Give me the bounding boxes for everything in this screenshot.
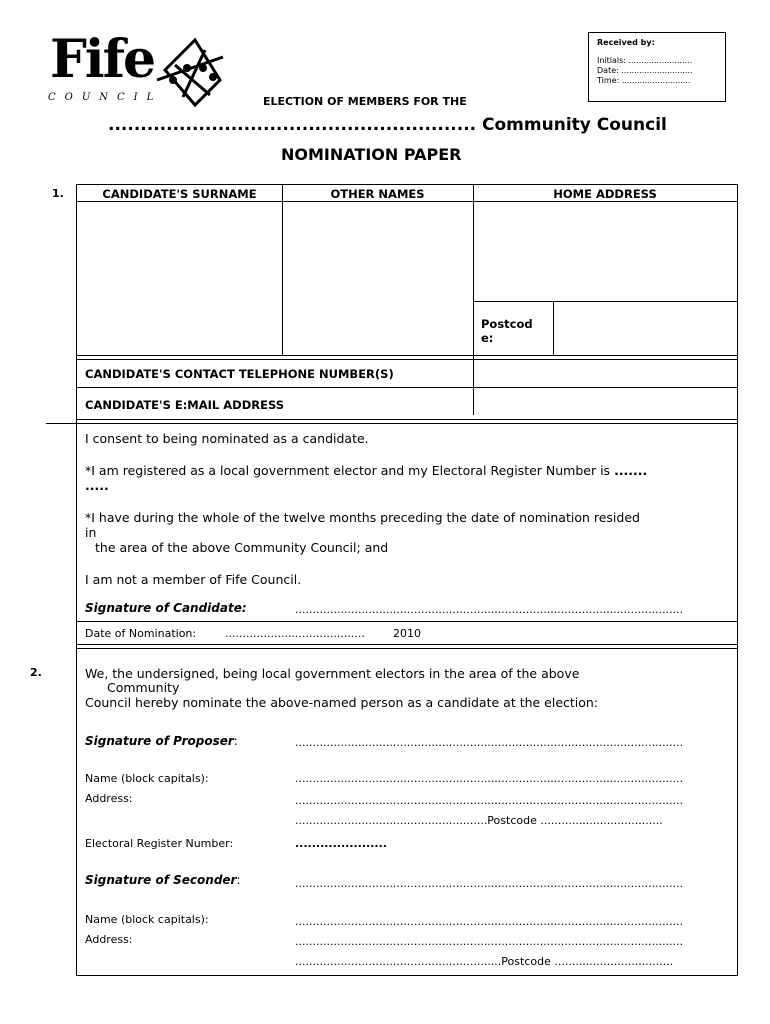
other-names-field[interactable]: [284, 203, 471, 353]
section-1-number: 1.: [52, 187, 64, 200]
phone-field[interactable]: [475, 361, 735, 385]
initials-field[interactable]: Initials: .........................: [597, 56, 693, 65]
seconder-name-label: Name (block capitals):: [85, 913, 209, 926]
time-field[interactable]: Time: ...........................: [597, 76, 691, 85]
registered-statement-text: *I am registered as a local government elector and my Electoral Register Number is: [85, 463, 611, 478]
proposer-signature-colon: :: [233, 734, 238, 748]
other-names-column-header: OTHER NAMES: [330, 187, 425, 201]
date-of-nomination-year: 2010: [393, 627, 421, 640]
seconder-name-field[interactable]: ...............................................................................................................: [295, 915, 684, 928]
resided-statement-area: the area of the above Community Council; and: [95, 540, 389, 555]
seconder-signature-field[interactable]: ...............................................................................................................: [295, 877, 684, 890]
proposer-address-field[interactable]: ...............................................................................................................: [295, 794, 684, 807]
seconder-signature-label: [85, 873, 241, 888]
section-2-number: 2.: [30, 666, 42, 679]
divider: [46, 423, 78, 424]
divider: [77, 419, 737, 420]
divider: [77, 387, 737, 388]
date-field[interactable]: Date: ............................: [597, 66, 693, 75]
proposer-address-label: Address:: [85, 792, 133, 805]
home-address-column-header: HOME ADDRESS: [553, 187, 657, 201]
nomination-intro-council: Council hereby nominate the above-named person as a candidate at the election:: [85, 695, 599, 710]
divider: [77, 423, 737, 424]
proposer-address-postcode-field[interactable]: .......................................................Postcode ...................................: [295, 814, 663, 827]
email-field[interactable]: [475, 389, 735, 413]
proposer-signature-field[interactable]: ...............................................................................................................: [295, 736, 684, 749]
seconder-address-label: Address:: [85, 933, 133, 946]
nomination-form: [76, 184, 738, 976]
surname-column-header: CANDIDATE'S SURNAME: [102, 187, 257, 201]
seconder-signature-colon: :: [236, 873, 241, 887]
consent-statement: I consent to being nominated as a candidate.: [85, 431, 369, 446]
electoral-register-label: Electoral Register Number:: [85, 837, 234, 850]
received-by-label: Received by:: [597, 38, 655, 47]
nomination-intro-community: Community: [107, 680, 180, 695]
nomination-intro: We, the undersigned, being local government electors in the area of the above: [85, 666, 580, 681]
resided-statement: *I have during the whole of the twelve months preceding the date of nomination resided: [85, 510, 640, 525]
seconder-signature-text: Signature of Seconder: [85, 873, 237, 887]
date-of-nomination-field[interactable]: ........................................: [225, 627, 365, 640]
proposer-signature-label: [85, 734, 238, 749]
registered-statement: [85, 463, 647, 478]
home-address-field[interactable]: [475, 203, 735, 299]
divider: [77, 648, 737, 649]
surname-field[interactable]: [79, 203, 280, 353]
postcode-field[interactable]: [555, 303, 735, 353]
not-member-statement: I am not a member of Fife Council.: [85, 572, 302, 587]
register-number-dots-cont: .....: [85, 478, 109, 493]
proposer-signature-text: Signature of Proposer: [85, 734, 234, 748]
proposer-name-label: Name (block capitals):: [85, 772, 209, 785]
phone-label: CANDIDATE'S CONTACT TELEPHONE NUMBER(S): [85, 367, 394, 381]
postcode-label: [481, 317, 533, 345]
electoral-register-field[interactable]: ......................: [295, 837, 387, 850]
logo-subtitle: COUNCIL: [48, 92, 163, 103]
community-council-heading: ......................................................... Community Council: [108, 115, 667, 135]
resided-statement-in: in: [85, 525, 97, 540]
postcode-label-line1: Postcod: [481, 317, 533, 331]
received-by-box: [588, 32, 726, 102]
candidate-signature-label: Signature of Candidate:: [85, 601, 247, 615]
divider: [77, 621, 737, 622]
divider: [473, 301, 737, 302]
divider: [77, 355, 737, 356]
divider: [77, 644, 737, 645]
divider: [77, 359, 737, 360]
logo-word: Fife: [50, 29, 155, 90]
register-number-dots: .......: [614, 463, 648, 478]
page-title: NOMINATION PAPER: [281, 145, 462, 164]
divider: [282, 185, 283, 355]
seconder-address-postcode-field[interactable]: ...........................................................Postcode ..................................: [295, 955, 674, 968]
date-of-nomination-label: Date of Nomination:: [85, 627, 197, 640]
candidate-signature-field[interactable]: ...............................................................................................................: [295, 603, 684, 616]
election-heading: ELECTION OF MEMBERS FOR THE: [263, 95, 467, 108]
seconder-address-field[interactable]: ...............................................................................................................: [295, 935, 684, 948]
divider: [473, 185, 474, 415]
divider: [553, 301, 554, 355]
proposer-name-field[interactable]: ...............................................................................................................: [295, 772, 684, 785]
divider: [77, 201, 737, 202]
email-label: CANDIDATE'S E:MAIL ADDRESS: [85, 398, 285, 412]
postcode-label-line2: e:: [481, 331, 494, 345]
